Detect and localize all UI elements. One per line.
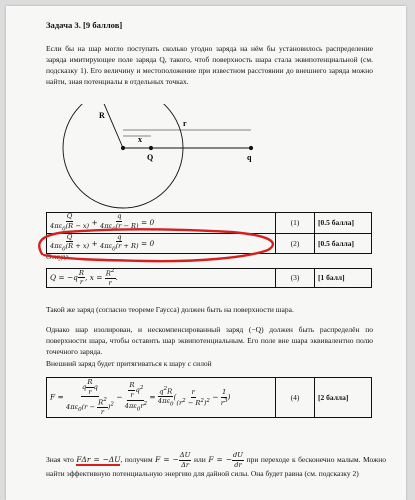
- equation-4-points: [2 балла]: [315, 378, 372, 418]
- label-Q: Q: [147, 153, 154, 162]
- equation-1-points: [0.5 балла]: [315, 213, 372, 234]
- equation-2-formula: $\frac{Q}{4\pi\varepsilon_0(R + x)}$ + $\frac{q}{4\pi\varepsilon_0(r + R)}$ = 0: [47, 233, 276, 254]
- label-q: q: [247, 153, 252, 162]
- red-ellipse-stroke: [39, 229, 273, 261]
- equation-row-4: [47, 378, 372, 418]
- equation-1-number: (1): [276, 213, 315, 234]
- gauss-paragraph: Такой же заряд (согласно теореме Гаусса) должен быть на поверхности шара.: [46, 305, 294, 314]
- energy-middle: , получим: [120, 455, 153, 465]
- label-x: x: [138, 135, 142, 144]
- task-intro-paragraph: Если бы на шар могло поступать сколько угодно заряда на нём бы установилось распределение заряда имитирующее поле заряда Q, такого, чтоб поверхность шара стала эквипотенциальной (см. подсказку 1). Его величину и местоположение при известном расстоянии до внешнего заряда можно найти, зная потенциалы в отдельных точках.: [46, 44, 373, 86]
- equation-4-formula: F = q $\frac{R}{r}$ q $4\pi\varepsilon_0(r$ − $\frac{R^2}{r}$ )$^2$ − $\frac{R}{r}$ $q^2$ $4\pi\varepsilon_0r^2$ = $\frac{q^2R}{4\pi\varepsilon_0}$ ( $\frac{r}{(r^2 - R^2)^2}$ − $\frac{1}{r^3}$ ): [47, 378, 276, 418]
- label-R: R: [99, 111, 105, 120]
- equation-3-number: (3): [276, 269, 315, 288]
- energy-suffix: при переходе к бесконечно малым. Можно найти эффективную потенциальную энергию для дайной силы. Она будет равна (см. подсказку 2): [46, 455, 387, 479]
- task-title: Задача 3. [9 баллов]: [46, 20, 123, 30]
- equation-1-formula: $\frac{Q}{4\pi\varepsilon_0(R - x)}$ + $\frac{q}{4\pi\varepsilon_0(r - R)}$ = 0: [47, 213, 276, 234]
- equation-4-number: (4): [276, 378, 315, 418]
- isolated-sphere-paragraph: Однако шар изолирован, и нескомпенсированный заряд (−Q) должен быть распределён по поверхности шара, чтобы оставить шар эквипотенциальным. Его поле вне шара эквивалентно полю точечного заряда.: [46, 325, 373, 356]
- attraction-paragraph: Внешний заряд будет притягиваться к шару с силой: [46, 359, 212, 368]
- energy-prefix: Зная что: [46, 455, 74, 465]
- energy-or: или: [193, 455, 206, 465]
- force-work-relation: FΔr = −ΔU: [76, 455, 121, 465]
- force-gradient-2: F = − $\frac{dU}{dr}$: [208, 451, 244, 469]
- equation-row-3: [47, 269, 372, 288]
- equation-3-formula: Q = −q $\frac{R}{r}$ , x = $\frac{R^2}{r}$ .: [47, 269, 276, 288]
- equation-2-points: [0.5 балла]: [315, 233, 372, 254]
- equations-table-3: [46, 377, 372, 418]
- document-page: [6, 6, 406, 500]
- equation-2-number: (2): [276, 233, 315, 254]
- energy-paragraph: [46, 452, 386, 479]
- force-gradient-1: F = − $\frac{\Delta U}{\Delta r}$: [155, 451, 191, 469]
- label-r: r: [183, 119, 187, 128]
- red-ink-annotation: [6, 6, 406, 306]
- equation-3-points: [1 балл]: [315, 269, 372, 288]
- otkuda-label: Откуда: [46, 252, 69, 261]
- equations-table-2: [46, 268, 372, 288]
